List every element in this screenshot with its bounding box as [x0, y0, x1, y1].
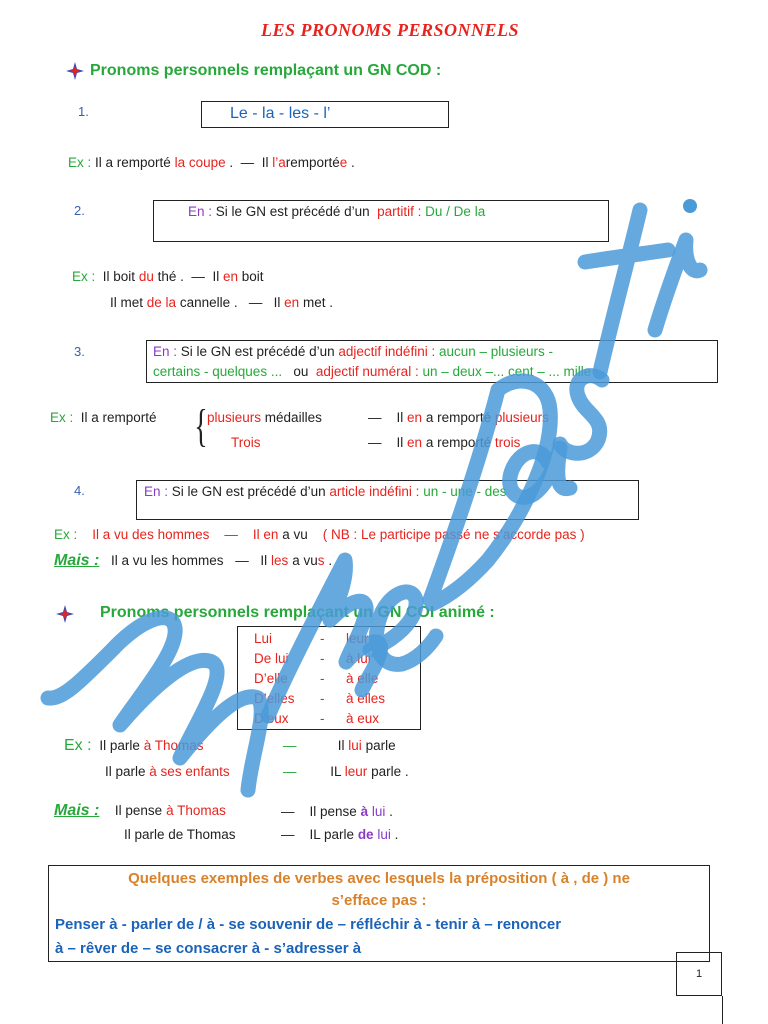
coi-table-cell-left: D’elle	[254, 671, 288, 686]
item-1-pronouns-box	[201, 101, 449, 128]
coi-table-cell-left: D’eux	[254, 711, 289, 726]
coi-example-1-result: — Il lui parle	[283, 738, 396, 753]
item-3-example-line-1: plusieurs médailles	[207, 410, 322, 425]
section-cod-heading: Pronoms personnels remplaçant un GN COD :	[90, 62, 442, 79]
four-point-star-bullet-icon	[56, 605, 74, 623]
verbs-box-title-line-1: Quelques exemples de verbes avec lesquels la préposition ( à , de ) ne	[128, 870, 630, 887]
item-3-rule-line-1: En : Si le GN est précédé d’un adjectif indéfini : aucun – plusieurs -	[153, 344, 554, 359]
coi-example-2-result: — IL leur parle .	[283, 764, 409, 779]
item-2-rule-box	[153, 200, 609, 242]
coi-example-1: Ex : Il parle à Thomas	[64, 737, 204, 754]
item-4-number: 4.	[74, 483, 85, 498]
item-3-example-line-2-result: — Il en a remporté trois	[368, 435, 521, 450]
coi-mais-line-1: Mais : Il pense à Thomas	[54, 802, 226, 819]
item-2-example-2: Il met de la cannelle . — Il en met .	[110, 295, 333, 310]
coi-table-cell-left: Lui	[254, 631, 273, 646]
item-1-example: Ex : Il a remporté la coupe . — Il l’aremportée .	[68, 155, 355, 170]
item-4-rule-box	[136, 480, 639, 520]
page-title: LES PRONOMS PERSONNELS	[260, 20, 520, 40]
item-3-example-line-1-result: — Il en a remporté plusieurs	[368, 410, 549, 425]
item-3-example-lead: Ex : Il a remporté	[50, 410, 157, 425]
coi-table-cell-left: D’elles	[254, 691, 295, 706]
item-4-example: Ex : Il a vu des hommes — Il en a vu ( NB : Le participe passé ne s’accorde pas )	[54, 527, 585, 542]
item-2-example-1: Ex : Il boit du thé . — Il en boit	[72, 269, 264, 284]
coi-table-cell-right: à elles	[346, 691, 386, 706]
item-1-number: 1.	[78, 104, 89, 119]
coi-table-dash: -	[320, 651, 325, 666]
page-number-line	[722, 996, 723, 1024]
coi-example-2: Il parle à ses enfants	[105, 764, 230, 779]
item-1-pronouns: Le - la - les - l’	[230, 105, 331, 122]
coi-table-dash: -	[320, 691, 325, 706]
brace-symbol: {	[194, 400, 208, 451]
page-number: 1	[676, 952, 722, 996]
coi-pronoun-table	[237, 626, 421, 730]
four-point-star-bullet-icon	[66, 62, 84, 80]
coi-table-dash: -	[320, 711, 325, 726]
item-3-rule-box	[146, 340, 718, 383]
coi-table-cell-right: à eux	[346, 711, 380, 726]
item-3-rule-line-2: certains - quelques ... ou adjectif numéral : un – deux –... cent – ... mille	[153, 364, 592, 379]
verbs-box-line-1: Penser à - parler de / à - se souvenir de – réfléchir à - tenir à – renoncer	[55, 916, 562, 933]
coi-table-cell-right: à lui	[346, 651, 371, 666]
item-4-rule: En : Si le GN est précédé d’un article indéfini : un - une - des	[144, 484, 507, 499]
coi-table-cell-left: De lui	[254, 651, 289, 666]
item-4-mais-line: Mais : Il a vu les hommes — Il les a vus .	[54, 552, 333, 569]
coi-table-dash: -	[320, 631, 325, 646]
verbs-box-line-2: à – rêver de – se consacrer à - s’adresser à	[55, 940, 362, 957]
coi-table-cell-right: à elle	[346, 671, 379, 686]
coi-mais-line-2-result: — IL parle de lui .	[281, 827, 399, 842]
item-2-number: 2.	[74, 203, 85, 218]
coi-table-dash: -	[320, 671, 325, 686]
section-coi-heading: Pronoms personnels remplaçant un GN COI animé :	[100, 604, 495, 621]
coi-mais-line-2: Il parle de Thomas	[124, 827, 236, 842]
coi-mais-line-1-result: — Il pense à lui .	[281, 804, 393, 819]
item-3-example-line-2: Trois	[231, 435, 261, 450]
item-3-number: 3.	[74, 344, 85, 359]
verbs-examples-box	[48, 865, 710, 962]
verbs-box-title-line-2: s’efface pas :	[331, 892, 427, 909]
item-2-rule: En : Si le GN est précédé d’un partitif : Du / De la	[188, 204, 486, 219]
coi-table-cell-right: leur	[346, 631, 369, 646]
